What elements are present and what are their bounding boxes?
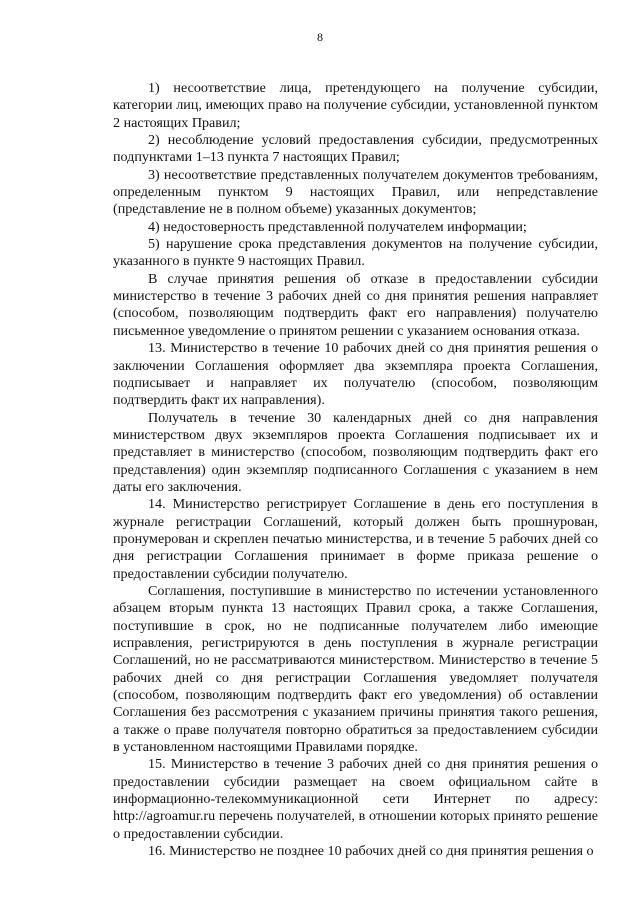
paragraph-item-2: 2) несоблюдение условий предоставления субсидии, предусмотренных подпунктами 1–13 пункта 7 настоящих Правил; <box>113 132 598 166</box>
paragraph-section-13: 13. Министерство в течение 10 рабочих дней со дня принятия решения о заключении Соглашения оформляет два экземпляра проекта Соглашения, подписывает и направляет их получателю (способом, позволяющим подтвердить факт их направления). <box>113 340 598 409</box>
paragraph-section-14-late-agreements: Соглашения, поступившие в министерство по истечении установленного абзацем вторым пункта 13 настоящих Правил срока, а также Соглашения, поступившие в срок, но не подписанные получателем либо имеющие исправления, регистрируются в день поступления в журнале регистрации Соглашений, но не рассматриваются министерством. Министерство в течение 5 рабочих дней со дня регистрации Соглашения уведомляет получателя (способом, позволяющим подтвердить факт его уведомления) об оставлении Соглашения без рассмотрения с указанием причины принятия такого решения, а также о праве получателя повторно обратиться за предоставлением субсидии в установленном настоящими Правилами порядке. <box>113 582 598 756</box>
paragraph-item-3: 3) несоответствие представленных получателем документов требованиям, определенным пунктом 9 настоящих Правил, или непредставление (представление не в полном объеме) указанных документов; <box>113 166 598 218</box>
paragraph-section-13-recipient: Получатель в течение 30 календарных дней со дня направления министерством двух экземпляров проекта Соглашения подписывает их и представляет в министерство (способом, позволяющим подтвердить факт его представления) один экземпляр подписанного Соглашения с указанием в нем даты его заключения. <box>113 409 598 495</box>
page-number: 8 <box>317 30 323 44</box>
paragraph-item-1: 1) несоответствие лица, претендующего на получение субсидии, категории лиц, имеющих право на получение субсидии, установленной пунктом 2 настоящих Правил; <box>113 80 598 131</box>
paragraph-refusal-notice: В случае принятия решения об отказе в предоставлении субсидии министерство в течение 3 рабочих дней со дня принятия решения направляет (способом, позволяющим подтвердить факт его направления) получателю письменное уведомление о принятом решении с указанием основания отказа. <box>113 270 598 339</box>
paragraph-section-15: 15. Министерство в течение 3 рабочих дней со дня принятия решения о предоставлении субсидии размещает на своем официальном сайте в информационно-телекоммуникационной сети Интернет по адресу: http://agroamur.ru перечень получателей, в отношении которых принято решение о предоставлении субсидии. <box>113 756 598 842</box>
paragraph-item-4: 4) недостоверность представленной получателем информации; <box>148 218 527 235</box>
document-body <box>113 80 598 860</box>
paragraph-section-16: 16. Министерство не позднее 10 рабочих дней со дня принятия решения о <box>148 843 594 860</box>
paragraph-section-14: 14. Министерство регистрирует Соглашение в день его поступления в журнале регистрации Соглашений, который должен быть прошнурован, пронумерован и скреплен печатью министерства, и в течение 5 рабочих дней со дня регистрации Соглашения принимает в форме приказа решение о предоставлении субсидии получателю. <box>113 496 598 582</box>
paragraph-item-5: 5) нарушение срока представления документов на получение субсидии, указанного в пункте 9 настоящих Правил. <box>113 236 598 270</box>
